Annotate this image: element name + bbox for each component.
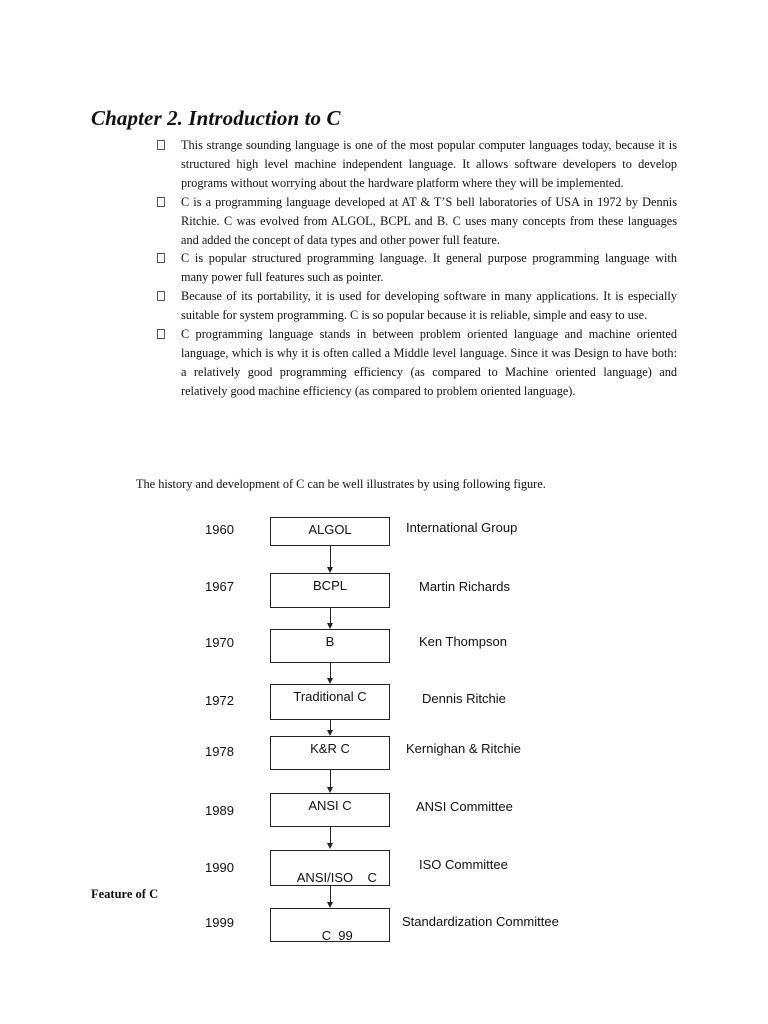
bullet-text: C is a programming language developed at AT & T’S bell laboratories of USA in 1972 by Dennis Ritchie. C was evolved from ALGOL, BCPL and B. C uses many concepts from these languages and added the concept of data types and other power full feature.	[181, 194, 677, 247]
timeline-connector	[330, 826, 331, 843]
timeline-year: 1970	[205, 635, 234, 650]
timeline-developer: International Group	[406, 520, 518, 535]
timeline-language-box	[270, 850, 390, 886]
timeline-connector	[330, 607, 331, 623]
timeline-developer: Martin Richards	[419, 579, 511, 594]
bullet-text: C is popular structured programming language. It general purpose programming language with many power full features such as pointer.	[181, 251, 677, 285]
timeline-language-label: ANSI/ISO C	[296, 870, 377, 885]
timeline-year: 1967	[205, 579, 234, 594]
timeline-connector	[330, 662, 331, 678]
timeline-year: 1989	[205, 803, 234, 818]
timeline-year: 1999	[205, 915, 234, 930]
bullet-text: Because of its portability, it is used for developing software in many applications. It is especially suitable for system programming. C is so popular because it is reliable, simple and easy to use.	[181, 289, 677, 323]
timeline-language-label: C 99	[321, 928, 353, 943]
history-note: The history and development of C can be well illustrates by using following figure.	[136, 477, 546, 491]
timeline-language-box	[270, 908, 390, 942]
chapter-title: Chapter 2. Introduction to C	[91, 106, 341, 130]
timeline-connector	[330, 545, 331, 567]
timeline-year: 1978	[205, 744, 234, 759]
timeline-language-box: ALGOL	[270, 517, 390, 546]
timeline-developer: Ken Thompson	[419, 634, 507, 649]
timeline-developer: ISO Committee	[419, 857, 508, 872]
section-heading-feature-of-c: Feature of C	[91, 887, 159, 901]
timeline-language-box: K&R C	[270, 736, 390, 770]
timeline-connector	[330, 719, 331, 730]
timeline-developer: Kernighan & Ritchie	[406, 741, 521, 756]
timeline-language-box: BCPL	[270, 573, 390, 608]
bullet-text: C programming language stands in between problem oriented language and machine oriented language, which is why it is often called a Middle level language. Since it was Design to have both: a relatively good programming efficiency (as compared to Machine oriented language) and relatively good machine efficiency (as compared to problem oriented language).	[181, 327, 677, 398]
timeline-connector	[330, 769, 331, 787]
timeline-developer: ANSI Committee	[416, 799, 513, 814]
timeline-year: 1960	[205, 522, 234, 537]
timeline-developer: Standardization Committee	[402, 914, 559, 929]
timeline-language-box: Traditional C	[270, 684, 390, 720]
timeline-year: 1972	[205, 693, 234, 708]
timeline-language-box: ANSI C	[270, 793, 390, 827]
timeline-developer: Dennis Ritchie	[422, 691, 506, 706]
timeline-language-box: B	[270, 629, 390, 663]
arrow-down-icon	[327, 843, 333, 849]
bullet-text: This strange sounding language is one of the most popular computer languages today, because it is structured high level machine independent language. It allows software developers to develop programs without worrying about the hardware platform where they will be implemented.	[181, 138, 677, 190]
timeline-year: 1990	[205, 860, 234, 875]
